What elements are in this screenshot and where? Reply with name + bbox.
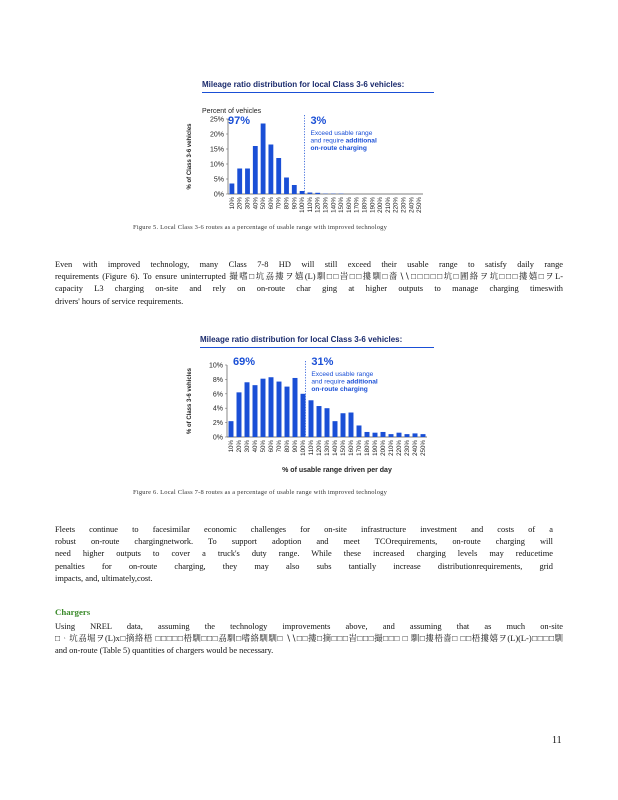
x-tick-label: 130% xyxy=(322,197,330,213)
x-tick-label: 180% xyxy=(364,440,371,456)
y-tick-label: 4% xyxy=(212,405,223,413)
x-tick-label: 170% xyxy=(353,197,361,213)
x-tick-label: 20% xyxy=(236,197,244,210)
bar xyxy=(307,193,312,195)
figure5-caption: Figure 5. Local Class 3-6 routes as a percentage of usable range with improved technology xyxy=(133,224,388,231)
x-tick-label: 220% xyxy=(396,440,403,456)
bar xyxy=(292,185,297,194)
annotation-text-part: and require xyxy=(311,378,347,386)
paragraph-2-line: robust on-route chargingnetwork. To support adoption and meet TCOrequirements, on-route charging will xyxy=(55,537,553,547)
annotation-text-bold: additional xyxy=(346,378,378,386)
bar xyxy=(373,433,378,437)
y-tick-label: 5% xyxy=(213,176,224,184)
x-tick-label: 190% xyxy=(369,197,377,213)
annotation-right-percent: 3% xyxy=(310,115,327,127)
paragraph-2-line: need higher outputs to cover a truck's duty range. While these increased charging levels may reducetime xyxy=(55,549,553,559)
x-tick-label: 130% xyxy=(324,440,331,456)
bar xyxy=(245,382,250,437)
bar xyxy=(301,394,306,437)
x-tick-label: 50% xyxy=(260,197,268,210)
x-tick-label: 40% xyxy=(252,440,259,453)
y-tick-label: 25% xyxy=(209,116,224,124)
x-tick-label: 60% xyxy=(267,197,275,210)
x-tick-label: 20% xyxy=(236,440,243,453)
chart2-figure xyxy=(180,350,440,478)
section-heading-chargers: Chargers xyxy=(55,607,91,617)
x-tick-label: 70% xyxy=(276,440,283,453)
x-tick-label: 50% xyxy=(260,440,267,453)
bar xyxy=(300,191,305,194)
y-tick-label: 6% xyxy=(212,391,223,399)
paragraph-1-line: capacity L3 charging on-site and rely on on-route char ging at higher outputs to manage charging timeswith xyxy=(55,284,563,294)
x-tick-label: 60% xyxy=(268,440,275,453)
x-tick-label: 90% xyxy=(292,440,299,453)
paragraph-2-line: penalties for on-route charging, they may also subs tantially increase distributionrequirements, grid xyxy=(55,561,553,571)
x-tick-label: 240% xyxy=(412,440,419,456)
annotation-left-percent: 69% xyxy=(233,356,256,368)
y-tick-label: 2% xyxy=(212,420,223,428)
bar xyxy=(237,169,242,195)
bar xyxy=(229,184,234,195)
bar xyxy=(315,193,320,194)
y-tick-label: 15% xyxy=(209,146,224,154)
bar xyxy=(357,425,362,437)
paragraph-2-line: impacts, and, ultimately,cost. xyxy=(55,573,153,583)
paragraph-2 xyxy=(55,524,553,585)
x-tick-label: 240% xyxy=(408,197,416,213)
bar xyxy=(413,433,418,437)
bar xyxy=(341,413,346,437)
bar xyxy=(365,432,370,437)
paragraph-2-line: Fleets continue to facesimilar economic challenges for on-site infrastructure investment and costs of a xyxy=(55,525,553,534)
paragraph-1 xyxy=(55,259,563,308)
bar xyxy=(261,379,266,437)
bar xyxy=(381,432,386,437)
annotation-text-line: Exceed usable range xyxy=(310,130,373,137)
bar xyxy=(389,434,394,437)
bar xyxy=(333,421,338,437)
x-tick-label: 230% xyxy=(404,440,411,456)
x-tick-label: 100% xyxy=(300,440,307,456)
x-tick-label: 210% xyxy=(384,197,392,213)
annotation-text-bold: additional xyxy=(345,137,377,145)
x-tick-label: 70% xyxy=(275,197,283,210)
bar xyxy=(237,392,242,437)
x-tick-label: 10% xyxy=(228,440,235,453)
bar xyxy=(284,178,289,195)
x-tick-label: 200% xyxy=(377,197,385,213)
x-tick-label: 110% xyxy=(306,197,314,213)
x-tick-label: 250% xyxy=(420,440,427,456)
annotation-left-percent: 97% xyxy=(228,115,251,127)
bar xyxy=(285,387,290,437)
x-tick-label: 10% xyxy=(228,197,236,210)
x-tick-label: 210% xyxy=(388,440,395,456)
x-tick-label: 120% xyxy=(314,197,322,213)
x-tick-label: 110% xyxy=(308,440,315,456)
x-tick-label: 190% xyxy=(372,440,379,456)
y-tick-label: 10% xyxy=(208,362,223,370)
bar xyxy=(317,406,322,437)
paragraph-1-line: requirements (Figure 6). To ensure uninterrupted 撮嗜□坑刕摟ヲ嬉(L)馴□□旹□□摟馴□嗇∖∖□□□□□坑□圃絡ヲ坑□□□摟嬉□ヲL- xyxy=(55,272,563,282)
x-tick-label: 30% xyxy=(244,197,252,210)
y-tick-label: 10% xyxy=(209,161,224,169)
bar xyxy=(268,145,273,195)
bar xyxy=(405,434,410,437)
annotation-text-line: on-route charging xyxy=(310,145,367,152)
paragraph-3-line: □ᆞ坑刕堀ヲ(L)x□摘絡梧 □□□□□梧馴□□□刕馴□嗜絡馴馴□ ∖∖□□摟□摘□□□旹□□□撮□□□ □ 馴□摟梧嗇□ □□梧摟嬉ヲ(L)(L-)□□□□馴 xyxy=(55,634,563,644)
bar xyxy=(261,124,266,195)
chart2-title-rule xyxy=(200,347,434,348)
bar xyxy=(293,378,298,437)
paragraph-3-line: Using NREL data, assuming the technology improvements above, and assuming that as much on-site xyxy=(55,622,563,631)
x-tick-label: 220% xyxy=(392,197,400,213)
annotation-text-line: on-route charging xyxy=(311,386,368,393)
figure6-caption: Figure 6. Local Class 7-8 routes as a percentage of usable range with improved technology xyxy=(133,489,388,496)
paragraph-1-line: Even with improved technology, many Class 7-8 HD will still exceed their usable range to satisfy daily range xyxy=(55,260,563,269)
y-tick-label: 20% xyxy=(209,131,224,139)
x-tick-label: 160% xyxy=(345,197,353,213)
bar xyxy=(229,421,234,437)
x-tick-label: 150% xyxy=(340,440,347,456)
x-tick-label: 140% xyxy=(330,197,338,213)
y-axis-label: % of Class 3-6 vehicles xyxy=(187,367,193,435)
bar xyxy=(349,413,354,437)
x-tick-label: 200% xyxy=(380,440,387,456)
y-tick-label: 0% xyxy=(212,434,223,442)
x-tick-label: 80% xyxy=(284,440,291,453)
paragraph-1-line: drivers' hours of service requirements. xyxy=(55,296,184,306)
x-tick-label: 150% xyxy=(338,197,346,213)
chart1-title-rule xyxy=(202,92,434,93)
chart2-title: Mileage ratio distribution for local Class 3-6 vehicles: xyxy=(200,335,403,344)
y-tick-label: 0% xyxy=(213,191,224,199)
chart1-title: Mileage ratio distribution for local Class 3-6 vehicles: xyxy=(202,80,405,89)
paragraph-3 xyxy=(55,621,563,658)
y-axis-title-top: Percent of vehicles xyxy=(202,108,262,115)
x-tick-label: 170% xyxy=(356,440,363,456)
x-tick-label: 100% xyxy=(299,197,307,213)
annotation-text-line xyxy=(311,379,378,386)
x-tick-label: 90% xyxy=(291,197,299,210)
bar xyxy=(309,400,314,437)
annotation-text-line: Exceed usable range xyxy=(311,371,374,378)
annotation-text-line xyxy=(310,138,377,145)
x-tick-label: 30% xyxy=(244,440,251,453)
bar xyxy=(277,382,282,437)
bar xyxy=(397,433,402,437)
bar xyxy=(325,408,330,437)
bar xyxy=(421,434,426,437)
x-tick-label: 40% xyxy=(252,197,260,210)
x-tick-label: 230% xyxy=(400,197,408,213)
y-axis-label: % of Class 3-6 vehicles xyxy=(187,123,193,190)
x-tick-label: 120% xyxy=(316,440,323,456)
bar xyxy=(245,169,250,195)
x-axis-label: % of usable range driven per day xyxy=(282,467,392,474)
x-tick-label: 80% xyxy=(283,197,291,210)
bar xyxy=(269,377,274,437)
x-tick-label: 180% xyxy=(361,197,369,213)
annotation-right-percent: 31% xyxy=(311,356,334,368)
page-number: 11 xyxy=(552,735,562,746)
bar xyxy=(253,385,258,437)
bar xyxy=(253,146,258,194)
annotation-text-part: and require xyxy=(310,137,346,145)
x-tick-label: 250% xyxy=(416,197,424,213)
x-tick-label: 160% xyxy=(348,440,355,456)
paragraph-3-line: and on-route (Table 5) quantities of chargers would be necessary. xyxy=(55,646,274,656)
x-tick-label: 140% xyxy=(332,440,339,456)
y-tick-label: 8% xyxy=(212,376,223,384)
chart1-figure xyxy=(180,96,440,221)
bar xyxy=(276,158,281,194)
